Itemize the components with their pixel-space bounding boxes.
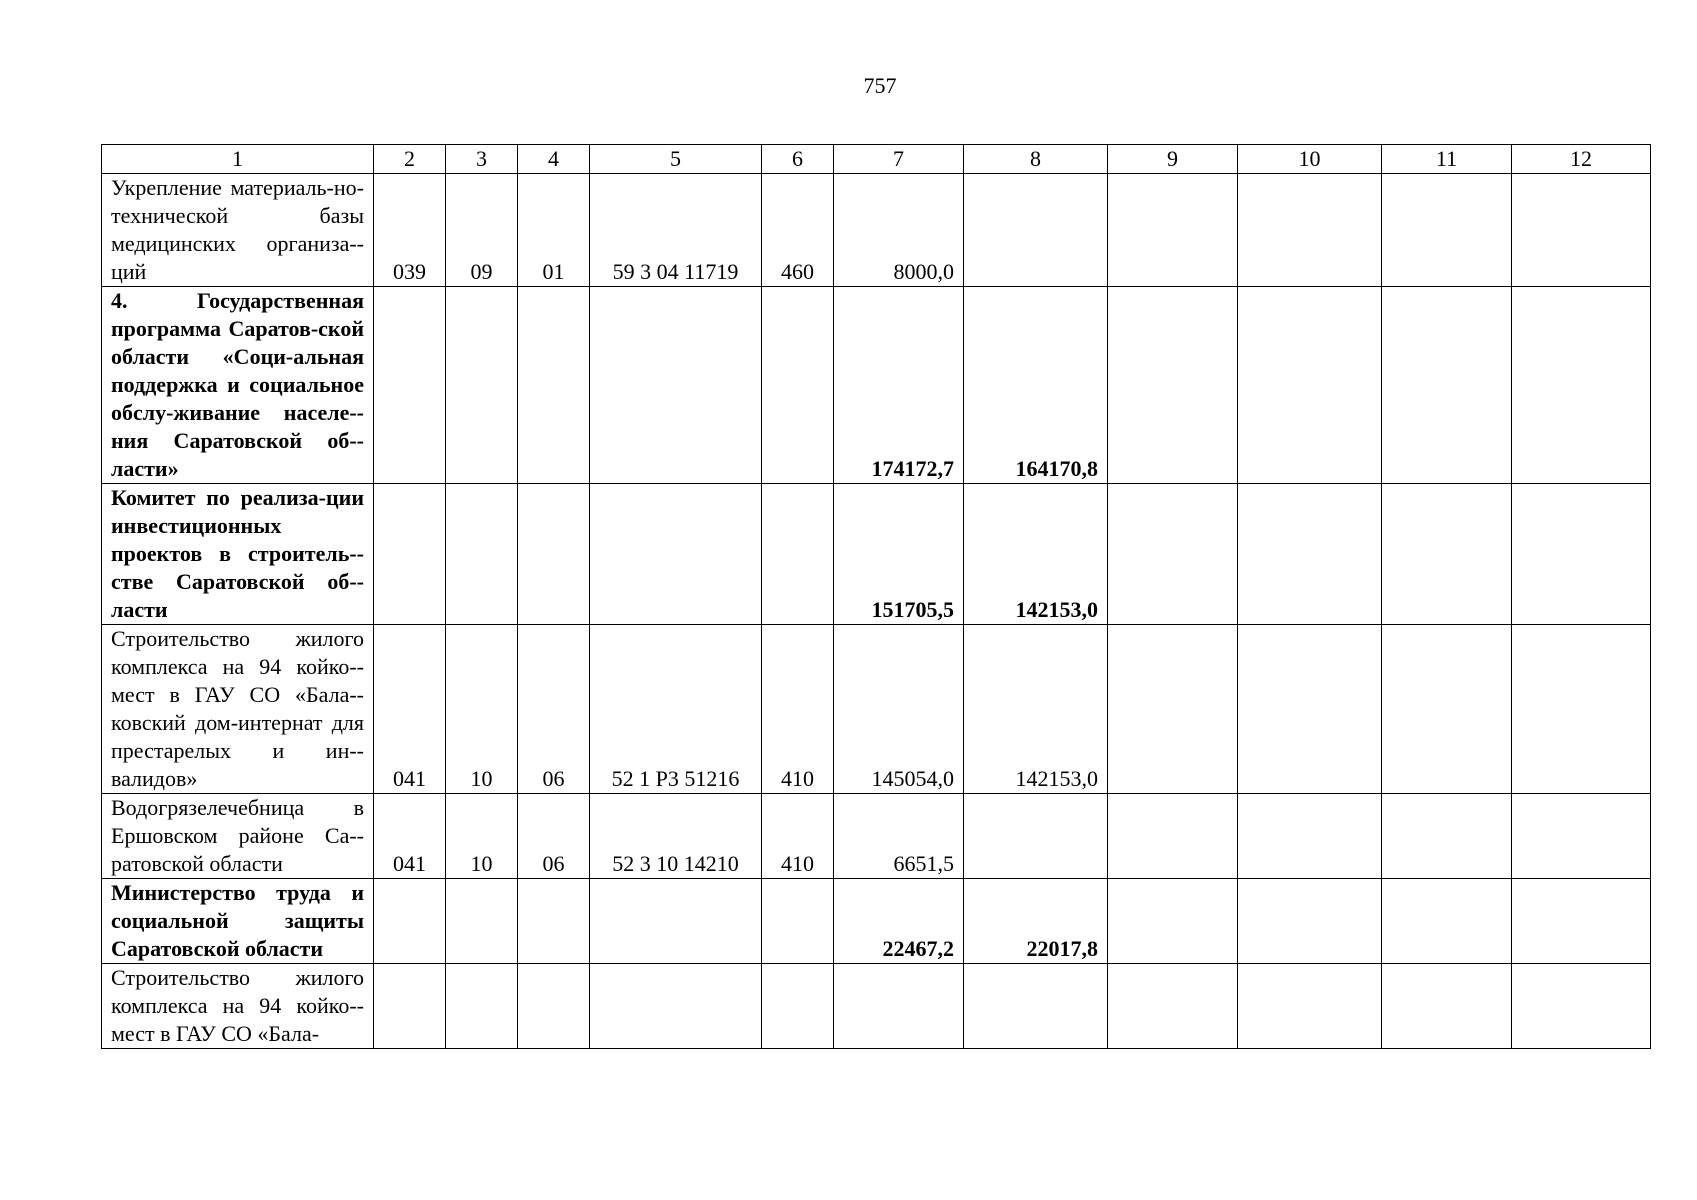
table-row xyxy=(102,794,1651,879)
cell-target-article xyxy=(590,964,762,1049)
cell-amount-col12 xyxy=(1512,287,1651,484)
cell-expense-type xyxy=(762,484,834,625)
cell-amount-col9 xyxy=(1108,484,1238,625)
cell-amount-col8: 164170,8 xyxy=(964,287,1108,484)
row-name: Водогрязелечебница в Ершовском районе Са-ратовской области xyxy=(102,794,374,879)
cell-amount-col12 xyxy=(1512,625,1651,794)
table-row xyxy=(102,174,1651,287)
cell-amount-col8 xyxy=(964,794,1108,879)
cell-subsection xyxy=(518,484,590,625)
cell-admin-code xyxy=(374,484,446,625)
cell-admin-code: 041 xyxy=(374,625,446,794)
cell-amount-col7 xyxy=(834,964,964,1049)
cell-amount-col12 xyxy=(1512,794,1651,879)
cell-amount-col10 xyxy=(1238,287,1382,484)
column-header: 1 xyxy=(102,145,374,174)
row-name: 4. Государственная программа Саратов-ской области «Соци-альная поддержка и социальное обслу-живание населе-ния Саратовской об-ласти» xyxy=(102,287,374,484)
cell-target-article xyxy=(590,879,762,964)
page-number: 757 xyxy=(863,73,897,98)
column-header: 6 xyxy=(762,145,834,174)
budget-table xyxy=(101,144,1651,1049)
cell-amount-col7: 6651,5 xyxy=(834,794,964,879)
cell-expense-type xyxy=(762,879,834,964)
cell-amount-col9 xyxy=(1108,174,1238,287)
column-header: 5 xyxy=(590,145,762,174)
column-header: 4 xyxy=(518,145,590,174)
cell-section xyxy=(446,484,518,625)
cell-expense-type xyxy=(762,287,834,484)
cell-target-article: 52 3 10 14210 xyxy=(590,794,762,879)
cell-target-article xyxy=(590,484,762,625)
cell-amount-col9 xyxy=(1108,625,1238,794)
cell-expense-type xyxy=(762,964,834,1049)
row-name: Укрепление материаль-но-технической базы медицинских организа-ций xyxy=(102,174,374,287)
column-header: 12 xyxy=(1512,145,1651,174)
cell-amount-col12 xyxy=(1512,879,1651,964)
column-header: 7 xyxy=(834,145,964,174)
cell-amount-col9 xyxy=(1108,879,1238,964)
cell-amount-col10 xyxy=(1238,625,1382,794)
cell-subsection: 06 xyxy=(518,794,590,879)
row-name: Строительство жилого комплекса на 94 койко-мест в ГАУ СО «Бала- xyxy=(102,964,374,1049)
cell-expense-type: 410 xyxy=(762,794,834,879)
table-row xyxy=(102,287,1651,484)
cell-amount-col7: 22467,2 xyxy=(834,879,964,964)
cell-admin-code xyxy=(374,287,446,484)
cell-amount-col10 xyxy=(1238,174,1382,287)
cell-amount-col12 xyxy=(1512,484,1651,625)
cell-section xyxy=(446,964,518,1049)
cell-amount-col11 xyxy=(1382,625,1512,794)
cell-amount-col7: 8000,0 xyxy=(834,174,964,287)
cell-amount-col12 xyxy=(1512,964,1651,1049)
cell-section: 10 xyxy=(446,794,518,879)
cell-amount-col9 xyxy=(1108,964,1238,1049)
column-header: 9 xyxy=(1108,145,1238,174)
cell-admin-code xyxy=(374,879,446,964)
cell-target-article: 59 3 04 11719 xyxy=(590,174,762,287)
cell-target-article xyxy=(590,287,762,484)
cell-section: 10 xyxy=(446,625,518,794)
cell-section: 09 xyxy=(446,174,518,287)
cell-amount-col11 xyxy=(1382,879,1512,964)
cell-subsection xyxy=(518,287,590,484)
row-name: Министерство труда и социальной защиты Саратовской области xyxy=(102,879,374,964)
cell-amount-col8 xyxy=(964,174,1108,287)
cell-expense-type: 460 xyxy=(762,174,834,287)
cell-amount-col11 xyxy=(1382,964,1512,1049)
cell-amount-col7: 145054,0 xyxy=(834,625,964,794)
cell-amount-col11 xyxy=(1382,484,1512,625)
table-row xyxy=(102,484,1651,625)
cell-amount-col8: 142153,0 xyxy=(964,484,1108,625)
cell-amount-col8 xyxy=(964,964,1108,1049)
cell-expense-type: 410 xyxy=(762,625,834,794)
table-row xyxy=(102,879,1651,964)
cell-amount-col10 xyxy=(1238,964,1382,1049)
column-numbers-row xyxy=(102,145,1651,174)
column-header: 10 xyxy=(1238,145,1382,174)
cell-amount-col11 xyxy=(1382,287,1512,484)
cell-amount-col7: 174172,7 xyxy=(834,287,964,484)
table-row xyxy=(102,625,1651,794)
cell-section xyxy=(446,287,518,484)
cell-admin-code xyxy=(374,964,446,1049)
cell-amount-col8: 142153,0 xyxy=(964,625,1108,794)
cell-amount-col7: 151705,5 xyxy=(834,484,964,625)
cell-target-article: 52 1 Р3 51216 xyxy=(590,625,762,794)
cell-amount-col12 xyxy=(1512,174,1651,287)
column-header: 2 xyxy=(374,145,446,174)
cell-amount-col10 xyxy=(1238,794,1382,879)
cell-amount-col11 xyxy=(1382,174,1512,287)
cell-amount-col10 xyxy=(1238,879,1382,964)
cell-amount-col9 xyxy=(1108,287,1238,484)
cell-amount-col11 xyxy=(1382,794,1512,879)
cell-subsection: 06 xyxy=(518,625,590,794)
cell-amount-col9 xyxy=(1108,794,1238,879)
column-header: 11 xyxy=(1382,145,1512,174)
table-row xyxy=(102,964,1651,1049)
cell-amount-col10 xyxy=(1238,484,1382,625)
cell-subsection xyxy=(518,964,590,1049)
cell-amount-col8: 22017,8 xyxy=(964,879,1108,964)
row-name: Комитет по реализа-ции инвестиционных проектов в строитель-стве Саратовской об-ласти xyxy=(102,484,374,625)
column-header: 8 xyxy=(964,145,1108,174)
cell-subsection: 01 xyxy=(518,174,590,287)
cell-admin-code: 041 xyxy=(374,794,446,879)
column-header: 3 xyxy=(446,145,518,174)
cell-admin-code: 039 xyxy=(374,174,446,287)
cell-subsection xyxy=(518,879,590,964)
row-name: Строительство жилого комплекса на 94 койко-мест в ГАУ СО «Бала-ковский дом-интернат для престарелых и ин-валидов» xyxy=(102,625,374,794)
cell-section xyxy=(446,879,518,964)
